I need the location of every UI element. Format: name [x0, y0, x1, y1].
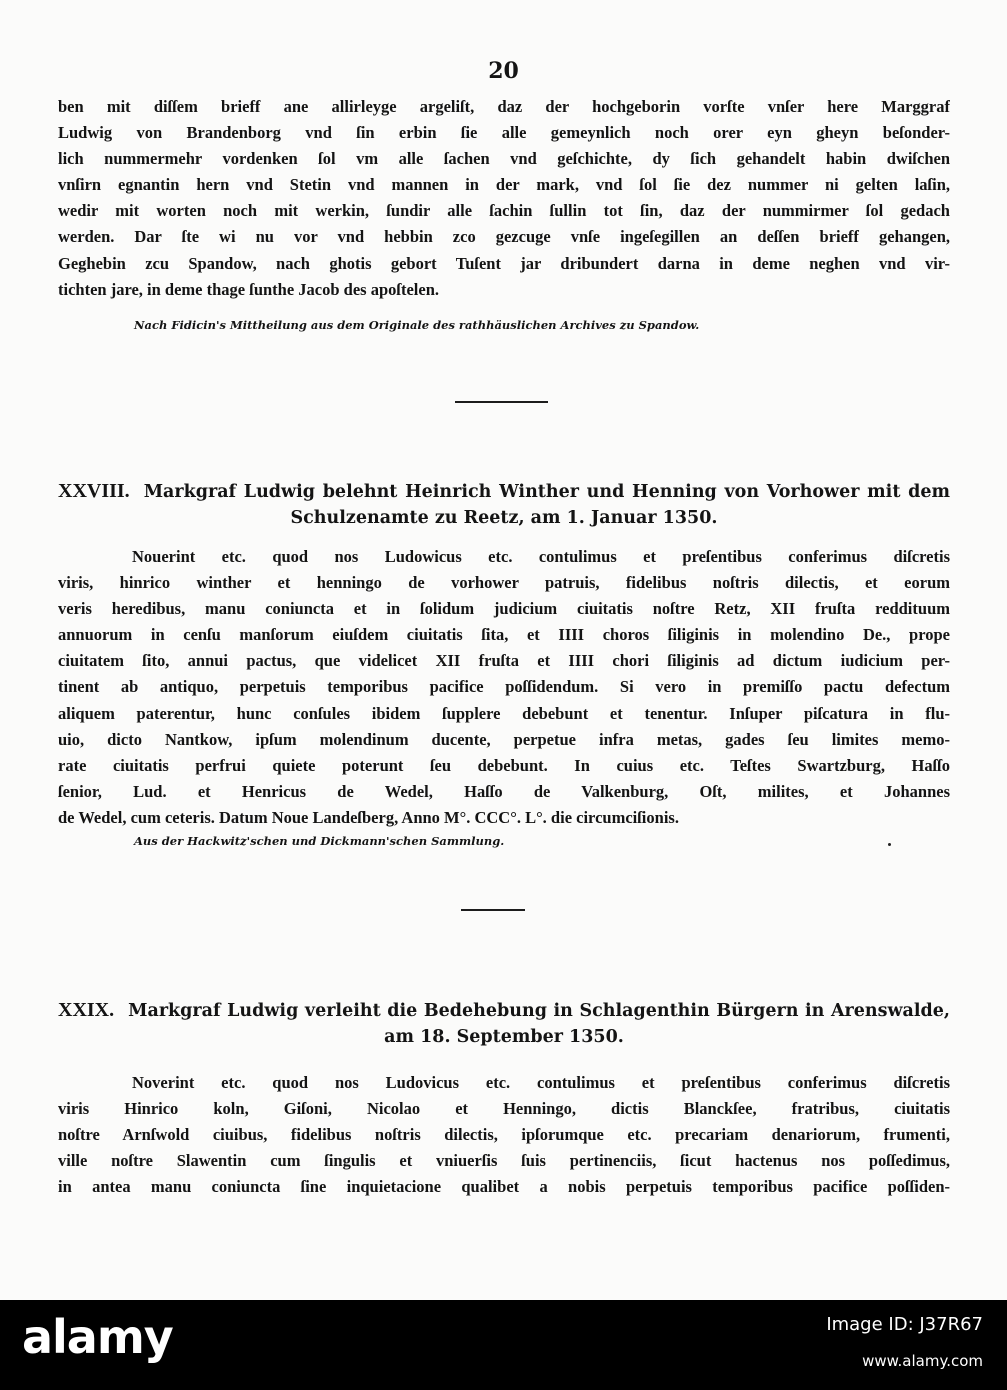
text-line: wedir mit worten noch mit werkin, ſundir alle ſachin ſullin tot ſin, daz der nummirmer ſol gedach — [58, 201, 950, 221]
text-line: ſenior, Lud. et Henricus de Wedel, Haſſo de Valkenburg, Oſt, milites, et Johannes — [58, 781, 950, 801]
section-heading-xxviii — [58, 478, 950, 532]
text-line: de Wedel, cum ceteris. Datum Noue Landeſberg, Anno M°. CCC°. L°. die circumciſionis. — [58, 807, 679, 827]
text-line: werden. Dar ſte wi nu vor vnd hebbin zco gezcuge vnſe ingeſegillen an deſſen brieff gehangen, — [58, 227, 950, 247]
text-line: aliquem paterentur, hunc conſules ibidem ſupplere debebunt et tenentur. Inſuper piſcatura in flu- — [58, 703, 950, 723]
text-line: noſtre Arnſwold ciuibus, fidelibus noſtris dilectis, ipſorumque etc. precariam denariorum, frumenti, — [58, 1125, 950, 1145]
section-divider — [461, 909, 525, 911]
source-note: Aus der Hackwitz'schen und Dickmann'schen Sammlung. — [134, 834, 505, 848]
text-line: viris, hinrico winther et henningo de vorhower patruis, fidelibus noſtris dilectis, et eorum — [58, 573, 950, 593]
section-title: Markgraf Ludwig verleiht die Bedehebung in Schlagenthin Bürgern in Arenswalde, — [128, 1001, 950, 1021]
text-line: tichten jare, in deme thage ſunthe Jacob des apoſtelen. — [58, 279, 440, 299]
text-line: Nouerint etc. quod nos Ludowicus etc. contulimus et preſentibus conferimus diſcretis — [132, 547, 950, 566]
text-line: vnſirn egnantin hern vnd Stetin vnd mannen in der mark, vnd ſol ſie dez nummer ni gelten laſin, — [58, 175, 950, 195]
image-id: Image ID: J37R67 — [826, 1314, 983, 1335]
section-xxix-body — [58, 1070, 950, 1200]
section-xxviii-body — [58, 544, 950, 831]
text-line: ville noſtre Slawentin cum ſingulis et vniuerſis ſuis pertinenciis, ſicut hactenus nos poſſedimus, — [58, 1151, 950, 1171]
text-line: tinent ab antiquo, perpetuis temporibus pacifice poſſidendum. Si vero in premiſſo pactu defectum — [58, 677, 950, 697]
section-number: XXIX. — [58, 999, 115, 1021]
page-number: 20 — [488, 58, 519, 84]
text-line: in antea manu coniuncta ſine inquietacione qualibet a nobis perpetuis temporibus pacifice poſſiden- — [58, 1177, 950, 1197]
section-title-continued: am 18. September 1350. — [384, 1027, 624, 1047]
footer-url: www.alamy.com — [862, 1352, 983, 1370]
text-line: rate ciuitatis perfrui quiete poterunt ſeu debebunt. In cuius etc. Teſtes Swartzburg, Haſſo — [58, 755, 950, 775]
ink-speck — [888, 843, 891, 846]
section-heading-xxix — [58, 997, 950, 1051]
section-title-continued: Schulzenamte zu Reetz, am 1. Januar 1350. — [290, 508, 718, 528]
text-line: viris Hinrico koln, Giſoni, Nicolao et Henningo, dictis Blanckſee, fratribus, ciuitatis — [58, 1099, 950, 1119]
text-line: ciuitatem ſito, annui pactus, que videlicet XII fruſta et IIII chori ſiliginis ad dictum iudicium per- — [58, 651, 950, 671]
text-line: Ludwig von Brandenborg vnd ſin erbin ſie alle gemeynlich noch orer eyn gheyn beſonder- — [58, 123, 950, 143]
text-line: uio, dicto Nantkow, ipſum molendinum ducente, perpetue infra metas, gades ſeu limites memo- — [58, 729, 950, 749]
alamy-logo: alamy — [22, 1310, 173, 1364]
source-note: Nach Fidicin's Mittheilung aus dem Originale des rathhäuslichen Archives zu Spandow. — [134, 318, 700, 332]
section-title: Markgraf Ludwig belehnt Heinrich Winther und Henning von Vorhower mit dem — [143, 482, 950, 502]
continuation-paragraph — [58, 94, 950, 303]
text-line: Noverint etc. quod nos Ludovicus etc. contulimus et preſentibus conferimus diſcretis — [132, 1073, 950, 1092]
text-line: veris heredibus, manu coniuncta et in ſolidum judicium ciuitatis noſtre Retz, XII fruſta reddituum — [58, 599, 950, 619]
text-line: lich nummermehr vordenken ſol vm alle ſachen vnd geſchichte, dy ſich gehandelt habin dwiſchen — [58, 149, 950, 169]
stock-footer-bar — [0, 1300, 1007, 1390]
text-line: ben mit diſſem brieff ane allirleyge argeliſt, daz der hochgeborin vorſte vnſer here Marggraf — [58, 97, 950, 116]
section-number: XXVIII. — [58, 480, 130, 502]
text-line: Geghebin zcu Spandow, nach ghotis gebort Tuſent jar dribundert darna in deme neghen vnd vir- — [58, 253, 950, 273]
section-divider — [455, 401, 548, 403]
text-line: annuorum in cenſu manſorum eiuſdem ciuitatis ſita, et IIII choros ſiliginis in molendino De., prope — [58, 625, 950, 645]
